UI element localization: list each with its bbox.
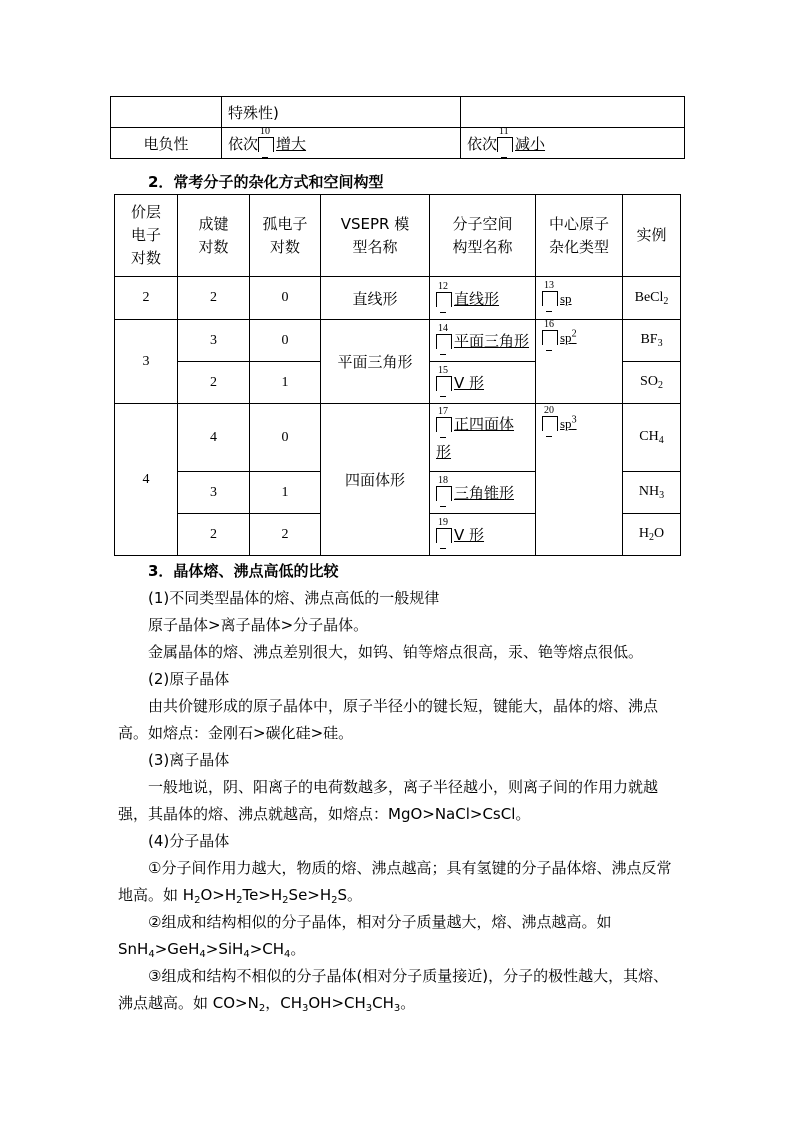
header-text: 对数 <box>198 237 229 256</box>
answer-text: 直线形 <box>454 289 500 308</box>
answer-blank[interactable] <box>436 517 452 543</box>
answer-text: 三角锥形 <box>454 484 515 502</box>
lone-cell: 0 <box>250 404 321 472</box>
answer-text: V 形 <box>454 526 485 544</box>
subscript: 2 <box>282 895 289 906</box>
paragraph-text: S。 <box>337 886 363 904</box>
subscript: 2 <box>194 895 201 906</box>
subscript: 3 <box>393 1003 401 1014</box>
blank-number: 18 <box>438 475 448 486</box>
header-text: VSEPR 模 <box>340 214 410 233</box>
valence-cell: 4 <box>115 404 178 556</box>
header-text: 成键 <box>198 214 229 233</box>
paragraph <box>118 693 680 747</box>
vsepr-cell: 直线形 <box>321 277 430 320</box>
formula-text: SO <box>640 374 658 389</box>
formula-text: O <box>654 526 665 541</box>
example-cell <box>623 472 681 514</box>
table-cell <box>111 97 222 128</box>
formula-subscript: 2 <box>649 532 654 543</box>
cell-text: 依次 <box>467 134 498 153</box>
paragraph-text: ③组成和结构不相似的分子晶体(相对分子质量接近)，分子的极性越大，其熔、沸点越高。如 CO>N <box>118 967 669 1012</box>
hybrid-cell <box>536 404 623 556</box>
cell-text: 特殊性) <box>228 103 279 122</box>
subscript: 2 <box>331 895 338 906</box>
answer-text: 增大 <box>276 134 307 153</box>
subscript: 4 <box>243 949 250 960</box>
answer-blank[interactable] <box>436 323 452 349</box>
shape-cell <box>430 320 536 362</box>
answer-blank[interactable] <box>436 365 452 391</box>
header-text: 对数 <box>269 237 300 256</box>
header-example <box>623 195 681 277</box>
cell-text: 依次 <box>228 134 259 153</box>
row-label <box>111 128 222 159</box>
answer-text: V 形 <box>454 374 485 392</box>
formula-text: NH <box>638 484 660 499</box>
paragraph-text: Se>H <box>288 886 332 904</box>
formula-text: BF <box>640 332 658 347</box>
answer-blank[interactable] <box>436 405 452 432</box>
table-cell <box>222 97 461 128</box>
formula-text: CH <box>639 429 659 444</box>
blank-number: 19 <box>438 517 448 528</box>
answer-blank[interactable] <box>258 125 274 152</box>
paragraph-text: 金属晶体的熔、沸点差别很大，如钨、铂等熔点很高，汞、铯等熔点很低。 <box>148 643 644 661</box>
electronegativity-label: 电负性 <box>143 134 189 153</box>
answer-text: 减小 <box>515 134 546 153</box>
paragraph-text: ，CH <box>265 994 302 1012</box>
answer-text: sp <box>560 416 572 431</box>
table-cell <box>461 97 685 128</box>
paragraph-text: OH>CH <box>308 994 366 1012</box>
table-row <box>115 320 681 362</box>
header-bonding-pairs <box>178 195 250 277</box>
bond-cell: 4 <box>178 404 250 472</box>
answer-blank[interactable] <box>436 280 452 307</box>
paragraph-text: 。 <box>400 994 416 1012</box>
paragraph <box>118 585 680 612</box>
blank-number: 14 <box>438 323 448 334</box>
blank-number: 11 <box>499 125 509 137</box>
example-cell <box>623 320 681 362</box>
lone-cell: 2 <box>250 514 321 556</box>
valence-cell: 3 <box>115 320 178 404</box>
blank-number: 17 <box>438 405 448 417</box>
blank-number: 16 <box>544 319 554 330</box>
formula-subscript: 4 <box>658 435 664 446</box>
paragraph-text: >GeH <box>154 940 200 958</box>
paragraph-text: (4)分子晶体 <box>148 832 230 850</box>
blank-number: 15 <box>438 365 448 376</box>
subscript: 4 <box>284 949 291 960</box>
answer-text: sp <box>560 330 572 345</box>
vsepr-cell: 四面体形 <box>321 404 430 556</box>
header-text: 孤电子 <box>262 214 308 233</box>
hybrid-cell <box>536 320 623 404</box>
header-vsepr-model <box>321 195 430 277</box>
table-row <box>115 404 681 472</box>
section-3-heading: 3．晶体熔、沸点高低的比较 <box>148 562 339 580</box>
shape-cell <box>430 472 536 514</box>
lone-cell: 1 <box>250 472 321 514</box>
paragraph-text: ①分子间作用力越大，物质的熔、沸点越高；具有氢键的分子晶体熔、沸点反常地高。如 H <box>118 859 672 904</box>
paragraph-text: 。 <box>290 940 306 958</box>
paragraph <box>118 612 680 639</box>
header-hybridization <box>536 195 623 277</box>
shape-cell <box>430 404 536 472</box>
section-2-heading: 2．常考分子的杂化方式和空间构型 <box>148 173 384 191</box>
paragraph <box>118 639 680 666</box>
header-text: 杂化类型 <box>548 237 609 256</box>
shape-cell <box>430 514 536 556</box>
bond-cell: 2 <box>178 362 250 404</box>
formula-text: BeCl <box>634 289 664 305</box>
table-header-row <box>115 195 681 277</box>
header-text: 型名称 <box>352 237 398 256</box>
example-cell <box>623 404 681 472</box>
paragraph <box>118 774 680 828</box>
header-text: 电子 <box>130 226 161 244</box>
lone-cell: 1 <box>250 362 321 404</box>
bond-cell: 2 <box>178 277 250 320</box>
paragraph-text: Te>H <box>242 886 283 904</box>
hybrid-cell <box>536 277 623 320</box>
answer-text: sp <box>560 291 572 306</box>
formula-text: H <box>638 526 649 541</box>
bond-cell: 2 <box>178 514 250 556</box>
paragraph <box>118 855 680 914</box>
answer-text: 正四面体 <box>454 414 515 433</box>
paragraph-text: >SiH <box>205 940 244 958</box>
blank-number: 20 <box>544 405 554 416</box>
formula-subscript: 3 <box>657 338 663 349</box>
paragraph <box>118 747 680 774</box>
subscript: 3 <box>301 1003 309 1014</box>
paragraph <box>118 828 680 855</box>
lone-cell: 0 <box>250 277 321 320</box>
formula-subscript: 2 <box>657 380 663 391</box>
paragraph-text: 原子晶体>离子晶体>分子晶体。 <box>148 616 369 634</box>
formula-subscript: 2 <box>663 295 669 307</box>
electronegativity-table <box>110 96 685 159</box>
header-text: 构型名称 <box>452 237 513 256</box>
lone-cell: 0 <box>250 320 321 362</box>
example-cell <box>623 362 681 404</box>
table-cell <box>222 125 461 159</box>
formula-subscript: 3 <box>659 490 665 501</box>
subscript: 4 <box>148 949 155 960</box>
example-cell <box>623 514 681 556</box>
answer-blank[interactable] <box>497 125 513 152</box>
answer-blank[interactable] <box>542 405 558 431</box>
header-text: 价层 <box>130 203 161 221</box>
header-text: 实例 <box>636 226 667 244</box>
paragraph-text: O>H <box>200 886 237 904</box>
header-valence-pairs <box>115 195 178 277</box>
paragraph <box>118 963 680 1022</box>
header-text: 分子空间 <box>452 214 513 233</box>
header-text: 中心原子 <box>548 214 609 233</box>
shape-cell <box>430 362 536 404</box>
bond-cell: 3 <box>178 320 250 362</box>
valence-cell: 2 <box>115 277 178 320</box>
paragraph-text: CH <box>372 994 394 1012</box>
paragraph <box>118 909 680 968</box>
vsepr-cell: 平面三角形 <box>321 320 430 404</box>
table-cell <box>461 125 685 159</box>
answer-text: 平面三角形 <box>454 332 530 350</box>
header-text: 对数 <box>130 249 161 267</box>
paragraph-text: (2)原子晶体 <box>148 670 230 688</box>
answer-superscript: 3 <box>571 414 577 426</box>
answer-blank[interactable] <box>542 319 558 345</box>
header-molecular-shape <box>430 195 536 277</box>
answer-blank[interactable] <box>542 280 558 306</box>
example-cell <box>623 277 681 320</box>
paragraph-text: 由共价键形成的原子晶体中，原子半径小的键长短，键能大，晶体的熔、沸点高。如熔点：金刚石>碳化硅>硅。 <box>118 697 659 742</box>
blank-number: 12 <box>438 280 448 292</box>
paragraph-text: 一般地说，阴、阳离子的电荷数越多，离子半径越小，则离子间的作用力就越强，其晶体的熔、沸点就越高，如熔点：MgO>NaCl>CsCl。 <box>118 778 659 823</box>
subscript: 2 <box>236 895 243 906</box>
header-lone-pairs <box>250 195 321 277</box>
subscript: 2 <box>258 1003 266 1014</box>
answer-text: 形 <box>436 442 452 461</box>
answer-blank[interactable] <box>436 475 452 501</box>
table-row <box>115 277 681 320</box>
blank-number: 13 <box>544 280 554 291</box>
paragraph <box>118 666 680 693</box>
hybridization-table <box>114 194 681 556</box>
paragraph-text: ②组成和结构相似的分子晶体，相对分子质量越大，熔、沸点越高。如 SnH <box>118 913 612 958</box>
bond-cell: 3 <box>178 472 250 514</box>
blank-number: 10 <box>260 125 271 137</box>
shape-cell <box>430 277 536 320</box>
subscript: 4 <box>199 949 206 960</box>
subscript: 3 <box>365 1003 373 1014</box>
answer-superscript: 2 <box>571 328 577 340</box>
paragraph-text: (3)离子晶体 <box>148 751 230 769</box>
paragraph-text: >CH <box>249 940 285 958</box>
paragraph-text: (1)不同类型晶体的熔、沸点高低的一般规律 <box>148 589 440 607</box>
